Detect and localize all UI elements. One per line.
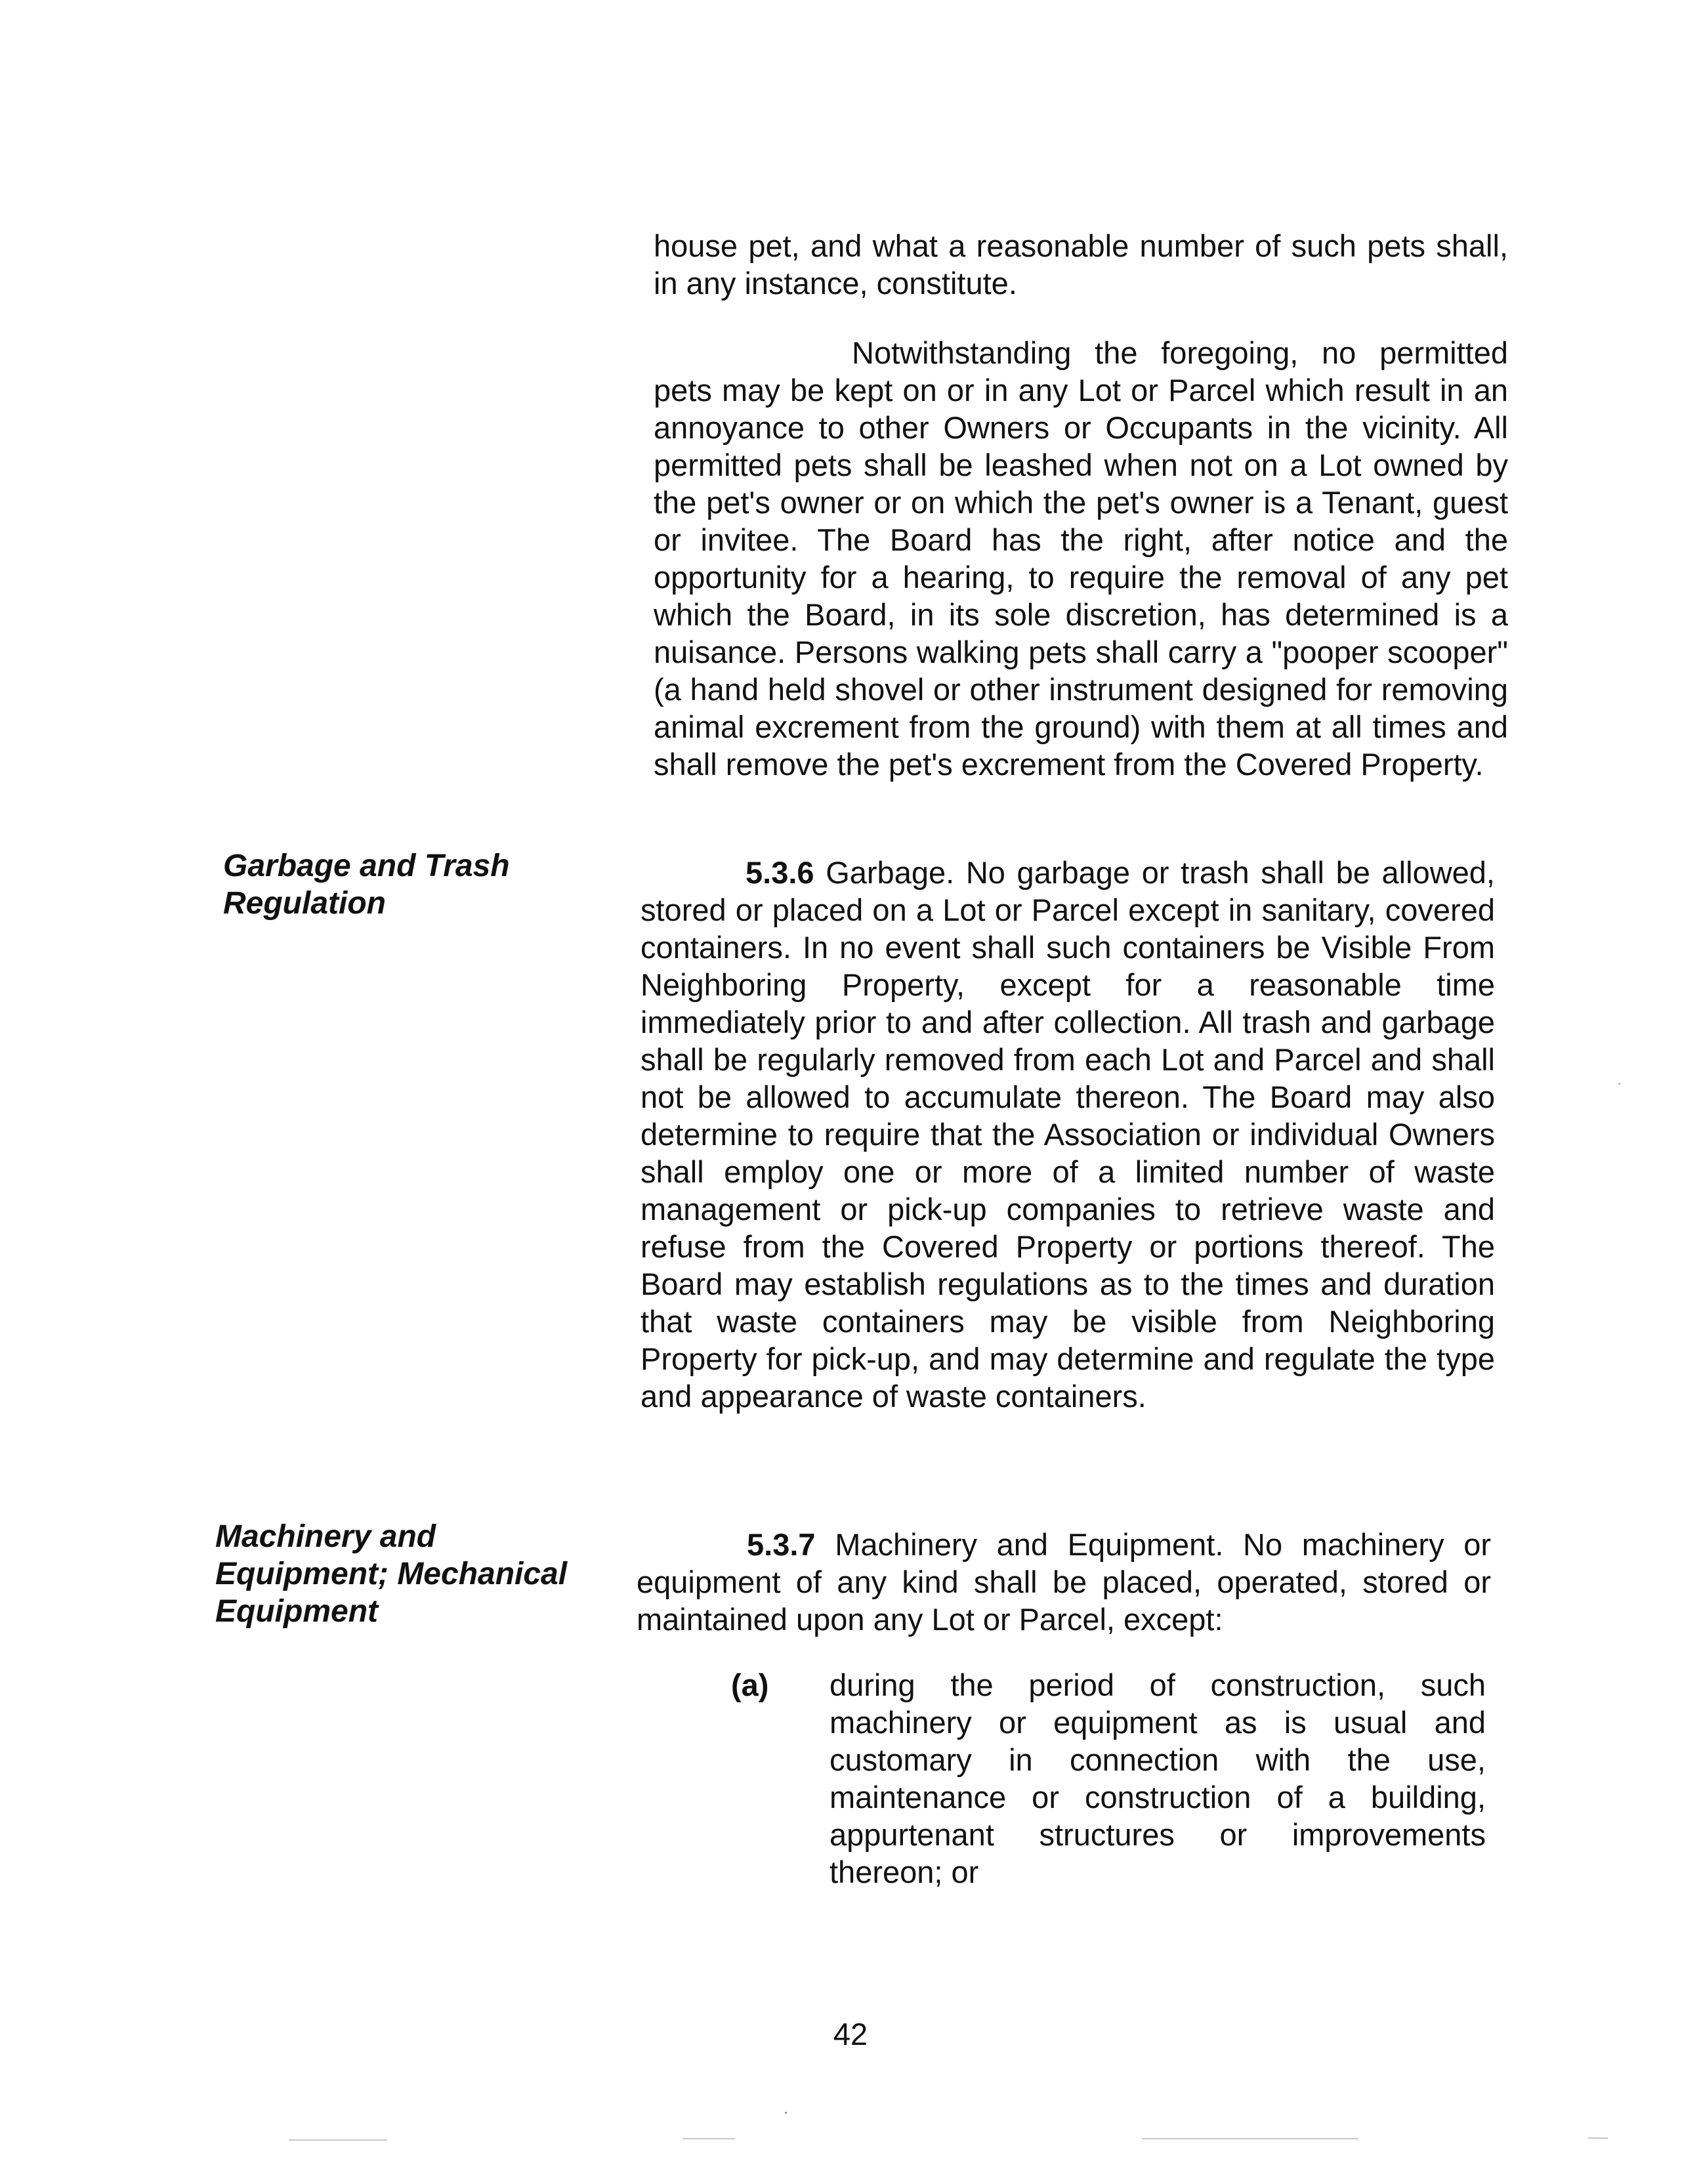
machinery-section-text: Machinery and Equipment. No machinery or equipment of any kind shall be placed, operated, stored or maintained upon any Lot or Parcel, except: xyxy=(637,1527,1492,1637)
scan-artifact xyxy=(785,2112,787,2114)
scan-artifact xyxy=(289,2139,387,2141)
machinery-equipment-heading xyxy=(215,1518,567,1630)
garbage-heading-line1: Garbage and Trash xyxy=(223,849,510,883)
garbage-trash-heading xyxy=(223,847,510,922)
pets-paragraph-text: Notwithstanding the foregoing, no permitted pets may be kept on or in any Lot or Parcel which result in an annoyance to other Owners or Occupants in the vicinity. All permitted pets shall be leashed when not on a Lot owned by the pet's owner or on which the pet's owner is a Tenant, guest or invitee. The Board has the right, after notice and the opportunity for a hearing, to require the removal of any pet which the Board, in its sole discretion, has determined is a nuisance. Persons walking pets shall carry a "pooper scooper" (a hand held shovel or other instrument designed for removing animal excrement from the ground) with them at all times and shall remove the pet's excrement from the Covered Property. xyxy=(654,335,1508,782)
garbage-section-number: 5.3.6 xyxy=(746,855,814,890)
page-number: 42 xyxy=(833,2017,868,2051)
item-a-label: (a) xyxy=(731,1668,769,1702)
scan-artifact xyxy=(682,2138,735,2139)
machinery-section-number: 5.3.7 xyxy=(747,1527,816,1562)
item-a-text: during the period of construction, such machinery or equipment as is usual and customary in connection with the use, maintenance or construction of a building, appurtenant structures or improvements thereon; or xyxy=(830,1668,1486,1889)
scan-artifact xyxy=(1618,1083,1620,1085)
scan-artifact xyxy=(1588,2137,1608,2139)
machinery-heading-line2: Equipment; Mechanical xyxy=(215,1557,568,1591)
garbage-section-paragraph xyxy=(640,854,1495,1415)
garbage-section-text: Garbage. No garbage or trash shall be allowed, stored or placed on a Lot or Parcel except in sanitary, covered containers. In no event shall such containers be Visible From Neighboring Property, except for a reasonable time immediately prior to and after collection. All trash and garbage shall be regularly removed from each Lot and Parcel and shall not be allowed to accumulate thereon. The Board may also determine to require that the Association or individual Owners shall employ one or more of a limited number of waste management or pick-up companies to retrieve waste and refuse from the Covered Property or portions thereof. The Board may establish regulations as to the times and duration that waste containers may be visible from Neighboring Property for pick-up, and may determine and regulate the type and appearance of waste containers. xyxy=(640,855,1495,1414)
machinery-section-paragraph xyxy=(637,1526,1491,1638)
machinery-heading-line3: Equipment xyxy=(215,1594,378,1629)
machinery-heading-line1: Machinery and xyxy=(215,1519,436,1554)
pets-paragraph-continued: house pet, and what a reasonable number of such pets shall, in any instance, constitute. xyxy=(654,228,1508,301)
garbage-heading-line2: Regulation xyxy=(223,886,386,921)
scan-artifact xyxy=(1142,2138,1358,2139)
pets-paragraph-notwithstanding xyxy=(654,334,1508,783)
